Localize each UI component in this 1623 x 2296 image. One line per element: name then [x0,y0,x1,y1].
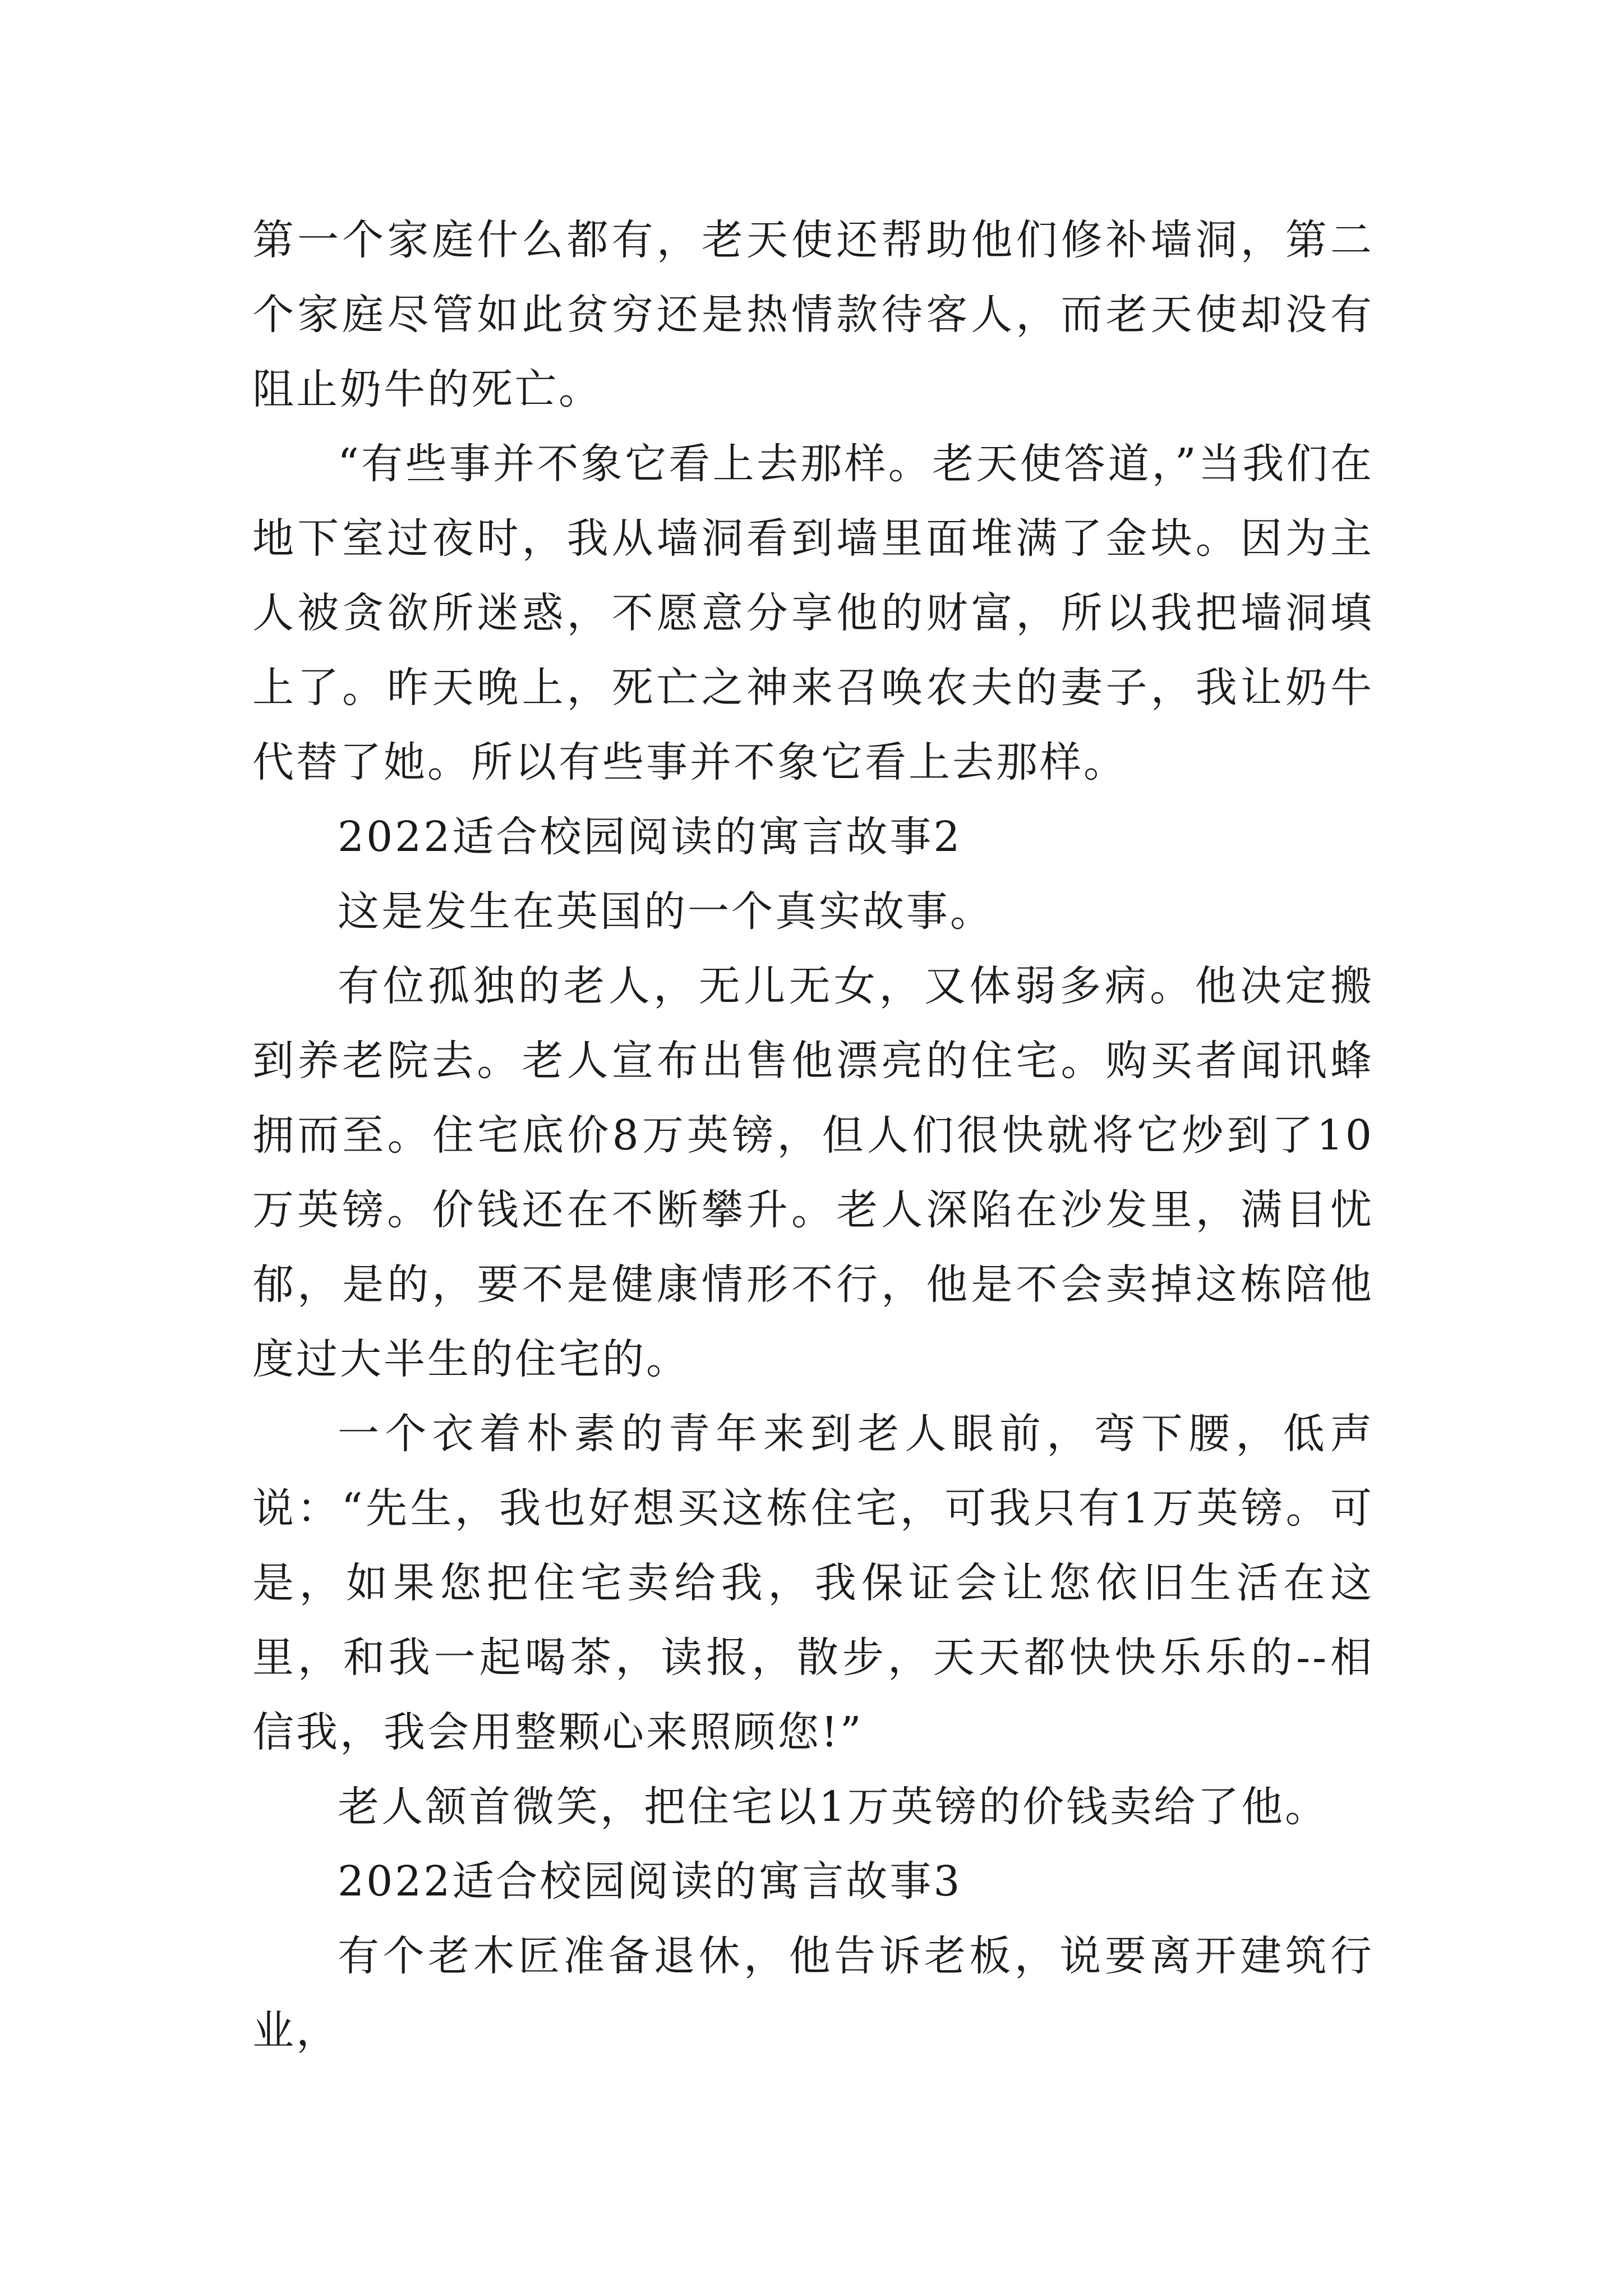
paragraph-5: 一个衣着朴素的青年来到老人眼前，弯下腰，低声说：“先生，我也好想买这栋住宅，可我只有1万英镑。可是，如果您把住宅卖给我，我保证会让您依旧生活在这里，和我一起喝茶，读报，散步，天天都快快乐乐的--相信我，我会用整颗心来照顾您!” [252,1410,1374,1756]
story-heading-2: 2022适合校园阅读的寓言故事2 [338,813,962,861]
paragraph-4: 有位孤独的老人，无儿无女，又体弱多病。他决定搬到养老院去。老人宣布出售他漂亮的住宅。购买者闻讯蜂拥而至。住宅底价8万英镑，但人们很快就将它炒到了10万英镑。价钱还在不断攀升。老人深陷在沙发里，满目忧郁，是的，要不是健康情形不行，他是不会卖掉这栋陪他度过大半生的住宅的。 [252,962,1374,1383]
paragraph-6: 老人颔首微笑，把住宅以1万英镑的价钱卖给了他。 [338,1783,1329,1831]
paragraph-7: 有个老木匠准备退休，他告诉老板，说要离开建筑行业， [252,1932,1374,2055]
paragraph-2: “有些事并不象它看上去那样。老天使答道，”当我们在地下室过夜时，我从墙洞看到墙里面堆满了金块。因为主人被贪欲所迷惑，不愿意分享他的财富，所以我把墙洞填上了。昨天晚上，死亡之神来召唤农夫的妻子，我让奶牛代替了她。所以有些事并不象它看上去那样。 [252,440,1374,786]
document-body [252,203,1374,2068]
story-heading-3: 2022适合校园阅读的寓言故事3 [338,1857,962,1906]
paragraph-1: 第一个家庭什么都有，老天使还帮助他们修补墙洞，第二个家庭尽管如此贫穷还是热情款待客人，而老天使却没有阻止奶牛的死亡。 [252,216,1374,413]
paragraph-3: 这是发生在英国的一个真实故事。 [338,887,994,936]
